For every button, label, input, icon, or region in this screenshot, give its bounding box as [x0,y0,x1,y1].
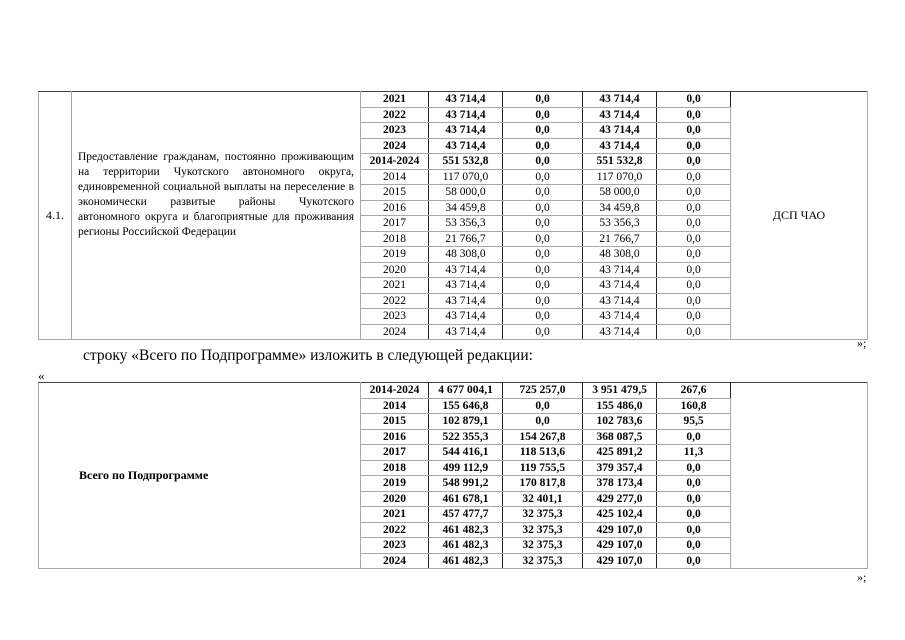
regional-cell: 429 107,0 [583,553,657,569]
federal-cell: 0,0 [503,293,583,309]
row-number: 4.1. [39,92,72,340]
federal-cell: 0,0 [503,324,583,340]
regional-cell: 43 714,4 [583,293,657,309]
federal-cell: 0,0 [503,247,583,263]
regional-cell: 117 070,0 [583,169,657,185]
year-cell: 2015 [361,414,429,430]
other-cell: 0,0 [657,538,731,554]
federal-cell: 0,0 [503,309,583,325]
other-cell: 0,0 [657,154,731,170]
regional-cell: 43 714,4 [583,262,657,278]
year-cell: 2020 [361,491,429,507]
federal-cell: 32 375,3 [503,538,583,554]
other-cell: 0,0 [657,293,731,309]
total-cell: 457 477,7 [429,507,503,523]
total-cell: 48 308,0 [429,247,503,263]
responsible-executor: ДСП ЧАО [731,92,868,340]
year-cell: 2020 [361,262,429,278]
regional-cell: 425 102,4 [583,507,657,523]
total-cell: 43 714,4 [429,262,503,278]
year-cell: 2024 [361,553,429,569]
year-cell: 2019 [361,476,429,492]
year-cell: 2014 [361,398,429,414]
federal-cell: 32 375,3 [503,507,583,523]
federal-cell: 0,0 [503,200,583,216]
total-cell: 461 678,1 [429,491,503,507]
total-cell: 21 766,7 [429,231,503,247]
regional-cell: 43 714,4 [583,123,657,139]
federal-cell: 0,0 [503,154,583,170]
year-cell: 2015 [361,185,429,201]
other-cell: 0,0 [657,324,731,340]
other-cell: 267,6 [657,383,731,399]
other-cell: 0,0 [657,278,731,294]
total-subprogram-table [38,382,868,569]
instruction-text: строку «Всего по Подпрограмме» изложить в следующей редакции: [83,347,533,364]
other-cell: 0,0 [657,92,731,108]
year-cell: 2022 [361,522,429,538]
closing-quote: »; [857,336,867,350]
table-row [39,92,868,108]
other-cell: 0,0 [657,169,731,185]
other-cell: 0,0 [657,123,731,139]
regional-cell: 43 714,4 [583,278,657,294]
total-cell: 43 714,4 [429,123,503,139]
year-cell: 2022 [361,293,429,309]
regional-cell: 34 459,8 [583,200,657,216]
regional-cell: 43 714,4 [583,92,657,108]
total-cell: 461 482,3 [429,538,503,554]
other-cell: 0,0 [657,200,731,216]
year-cell: 2024 [361,138,429,154]
federal-cell: 725 257,0 [503,383,583,399]
year-cell: 2019 [361,247,429,263]
total-cell: 43 714,4 [429,324,503,340]
total-cell: 43 714,4 [429,293,503,309]
year-cell: 2016 [361,200,429,216]
year-cell: 2017 [361,216,429,232]
total-cell: 43 714,4 [429,138,503,154]
other-cell: 0,0 [657,491,731,507]
total-cell: 155 646,8 [429,398,503,414]
regional-cell: 43 714,4 [583,324,657,340]
federal-cell: 0,0 [503,398,583,414]
other-cell: 0,0 [657,138,731,154]
year-cell: 2021 [361,92,429,108]
regional-cell: 58 000,0 [583,185,657,201]
regional-cell: 429 277,0 [583,491,657,507]
other-cell: 0,0 [657,107,731,123]
total-cell: 43 714,4 [429,92,503,108]
other-cell: 0,0 [657,247,731,263]
federal-cell: 0,0 [503,216,583,232]
federal-cell: 0,0 [503,123,583,139]
other-cell: 11,3 [657,445,731,461]
total-cell: 58 000,0 [429,185,503,201]
total-cell: 43 714,4 [429,107,503,123]
federal-cell: 0,0 [503,138,583,154]
opening-quote: « [38,368,45,383]
year-cell: 2017 [361,445,429,461]
federal-cell: 0,0 [503,185,583,201]
regional-cell: 379 357,4 [583,460,657,476]
total-cell: 43 714,4 [429,309,503,325]
regional-cell: 43 714,4 [583,138,657,154]
year-cell: 2014 [361,169,429,185]
total-cell: 544 416,1 [429,445,503,461]
year-cell: 2023 [361,123,429,139]
other-cell: 0,0 [657,262,731,278]
other-cell: 0,0 [657,429,731,445]
federal-cell: 0,0 [503,107,583,123]
regional-cell: 551 532,8 [583,154,657,170]
regional-cell: 378 173,4 [583,476,657,492]
total-cell: 43 714,4 [429,278,503,294]
federal-cell: 0,0 [503,414,583,430]
regional-cell: 21 766,7 [583,231,657,247]
regional-cell: 43 714,4 [583,107,657,123]
year-cell: 2018 [361,460,429,476]
year-cell: 2023 [361,309,429,325]
federal-cell: 32 375,3 [503,522,583,538]
other-cell: 0,0 [657,460,731,476]
table-row [39,383,868,399]
total-cell: 551 532,8 [429,154,503,170]
federal-cell: 32 375,3 [503,553,583,569]
total-cell: 117 070,0 [429,169,503,185]
regional-cell: 43 714,4 [583,309,657,325]
total-cell: 34 459,8 [429,200,503,216]
federal-cell: 118 513,6 [503,445,583,461]
measure-4-1-table [38,91,868,340]
federal-cell: 170 817,8 [503,476,583,492]
other-cell: 0,0 [657,522,731,538]
total-cell: 499 112,9 [429,460,503,476]
closing-quote-2: »; [857,570,867,584]
total-cell: 522 355,3 [429,429,503,445]
federal-cell: 154 267,8 [503,429,583,445]
other-cell: 160,8 [657,398,731,414]
total-cell: 461 482,3 [429,553,503,569]
year-cell: 2021 [361,278,429,294]
other-cell: 0,0 [657,231,731,247]
federal-cell: 0,0 [503,169,583,185]
other-cell: 0,0 [657,553,731,569]
regional-cell: 102 783,6 [583,414,657,430]
other-cell: 0,0 [657,309,731,325]
regional-cell: 429 107,0 [583,538,657,554]
year-cell: 2014-2024 [361,154,429,170]
federal-cell: 0,0 [503,231,583,247]
other-cell: 0,0 [657,476,731,492]
other-cell: 0,0 [657,507,731,523]
regional-cell: 425 891,2 [583,445,657,461]
regional-cell: 155 486,0 [583,398,657,414]
total-cell: 461 482,3 [429,522,503,538]
regional-cell: 48 308,0 [583,247,657,263]
empty-cell [731,383,868,569]
federal-cell: 0,0 [503,278,583,294]
other-cell: 0,0 [657,185,731,201]
other-cell: 95,5 [657,414,731,430]
regional-cell: 429 107,0 [583,522,657,538]
regional-cell: 368 087,5 [583,429,657,445]
federal-cell: 0,0 [503,92,583,108]
regional-cell: 3 951 479,5 [583,383,657,399]
other-cell: 0,0 [657,216,731,232]
federal-cell: 0,0 [503,262,583,278]
federal-cell: 32 401,1 [503,491,583,507]
federal-cell: 119 755,5 [503,460,583,476]
year-cell: 2014-2024 [361,383,429,399]
total-cell: 102 879,1 [429,414,503,430]
total-cell: 4 677 004,1 [429,383,503,399]
year-cell: 2021 [361,507,429,523]
regional-cell: 53 356,3 [583,216,657,232]
year-cell: 2018 [361,231,429,247]
year-cell: 2024 [361,324,429,340]
total-cell: 548 991,2 [429,476,503,492]
total-cell: 53 356,3 [429,216,503,232]
year-cell: 2016 [361,429,429,445]
measure-description: Предоставление гражданам, постоянно проживающим на территории Чукотского автономного округа, единовременной социальной выплаты на переселение в экономически развитые районы Чукотского автономного округа и благоприятные для проживания регионы Российской Федерации [72,92,361,340]
year-cell: 2023 [361,538,429,554]
year-cell: 2022 [361,107,429,123]
total-label: Всего по Подпрограмме [39,383,361,569]
